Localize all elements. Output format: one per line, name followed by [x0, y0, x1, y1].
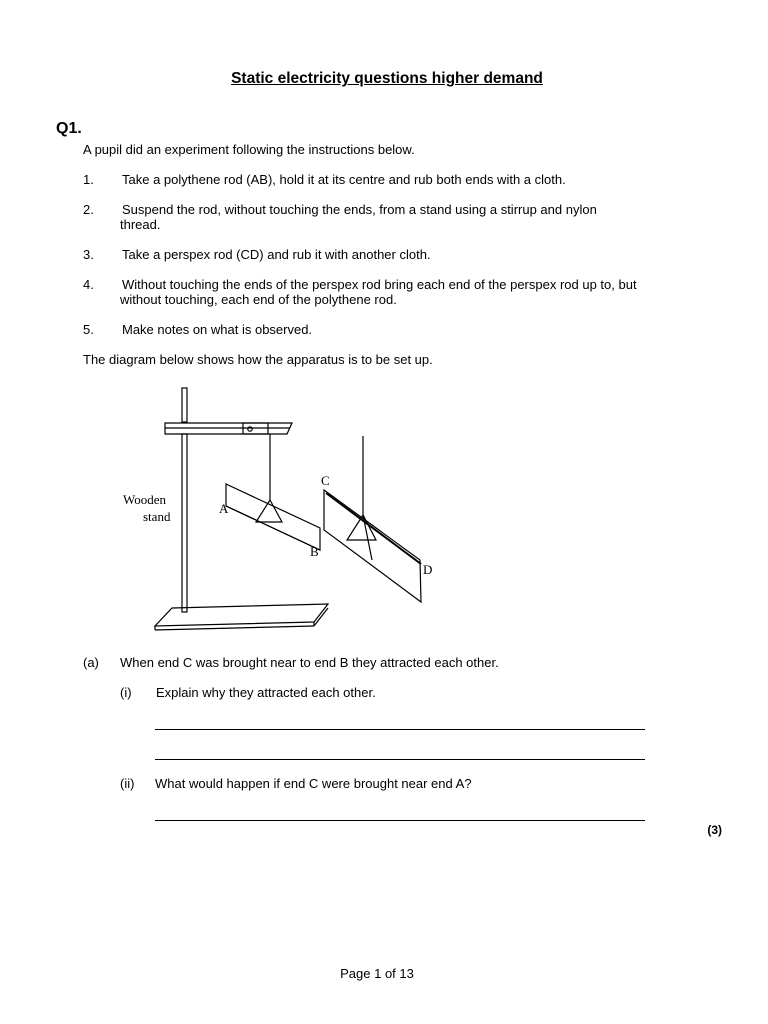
answer-line[interactable] — [155, 820, 645, 821]
label-end-a: A — [219, 501, 229, 516]
rod-ab-edge — [226, 506, 320, 550]
page-number: Page 1 of 13 — [340, 966, 414, 981]
label-end-c: C — [321, 473, 330, 488]
stand-post-top — [182, 388, 187, 422]
stand-base-edge — [155, 626, 314, 630]
step-number: 5. — [83, 322, 94, 337]
label-wooden: Wooden — [123, 492, 166, 507]
rod-cd-edge — [326, 493, 421, 564]
page-title: Static electricity questions higher demand — [231, 70, 543, 87]
polythene-rod-ab — [226, 484, 320, 550]
label-stand: stand — [143, 509, 171, 524]
part-a-label: (a) — [83, 655, 99, 670]
step-number: 2. — [83, 202, 94, 217]
part-a-ii-text: What would happen if end C were brought near end A? — [155, 776, 472, 791]
question-intro: A pupil did an experiment following the instructions below. — [83, 142, 415, 157]
marks-total: (3) — [707, 823, 722, 837]
step-text-continued: thread. — [120, 217, 161, 232]
part-a-text: When end C was brought near to end B they attracted each other. — [120, 655, 499, 670]
step-text: Take a polythene rod (AB), hold it at its centre and rub both ends with a cloth. — [122, 172, 566, 187]
step-number: 3. — [83, 247, 94, 262]
answer-line[interactable] — [155, 759, 645, 760]
perspex-rod-cd — [324, 490, 421, 602]
answer-line[interactable] — [155, 729, 645, 730]
step-text: Take a perspex rod (CD) and rub it with another cloth. — [122, 247, 431, 262]
stand-base-edge — [314, 608, 328, 626]
apparatus-diagram — [0, 380, 460, 640]
part-a-i-text: Explain why they attracted each other. — [156, 685, 376, 700]
step-number: 4. — [83, 277, 94, 292]
part-a-ii-label: (ii) — [120, 776, 135, 791]
label-end-b: B — [310, 544, 319, 559]
stand-post — [182, 434, 187, 612]
step-text: Without touching the ends of the perspex rod bring each end of the perspex rod up to, but — [122, 277, 637, 292]
step-text-continued: without touching, each end of the polythene rod. — [120, 292, 397, 307]
step-text: Make notes on what is observed. — [122, 322, 313, 337]
diagram-caption: The diagram below shows how the apparatus is to be set up. — [83, 352, 433, 367]
question-number: Q1. — [56, 120, 82, 137]
stand-base — [155, 604, 328, 626]
label-end-d: D — [423, 562, 433, 577]
part-a-i-label: (i) — [120, 685, 132, 700]
stirrup-ab — [256, 500, 282, 522]
step-text: Suspend the rod, without touching the ends, from a stand using a stirrup and nylon — [122, 202, 597, 217]
step-number: 1. — [83, 172, 94, 187]
